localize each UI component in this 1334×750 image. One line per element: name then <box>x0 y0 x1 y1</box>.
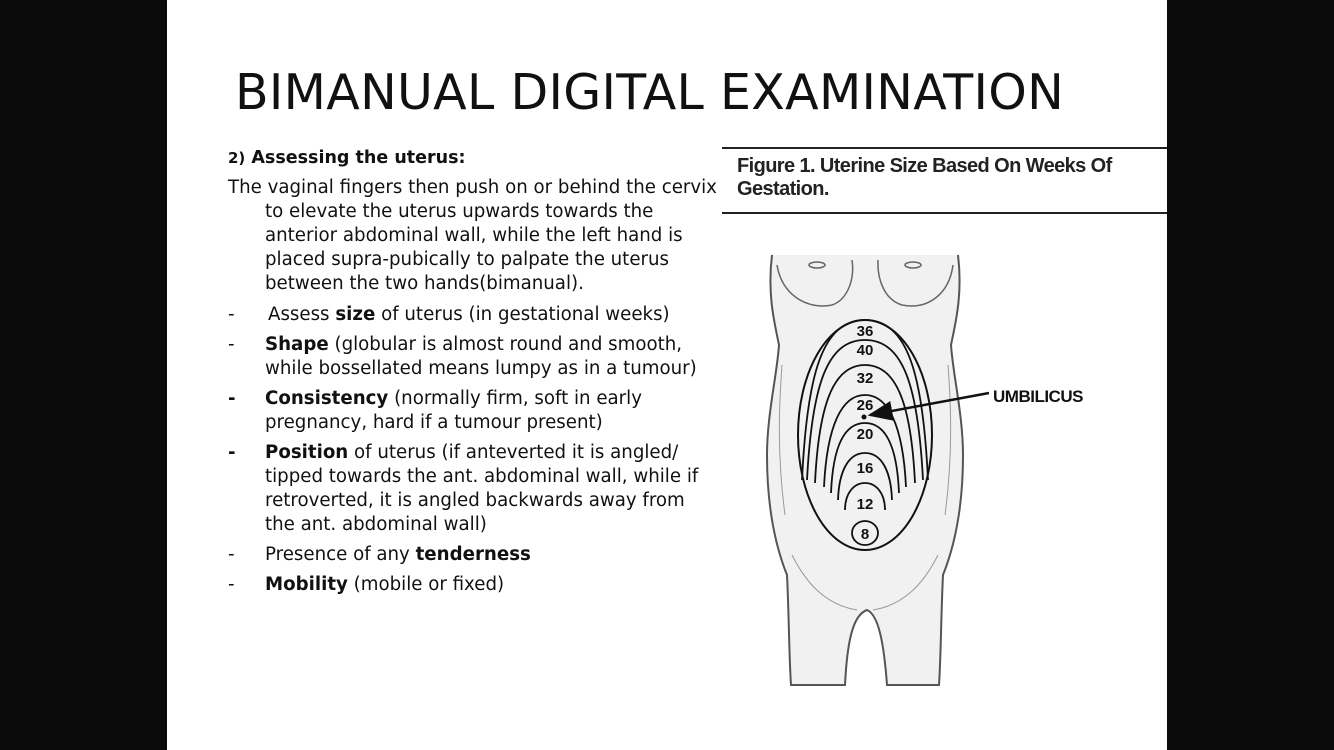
bullet-dash: - <box>228 442 236 463</box>
bullet-keyword: tenderness <box>415 544 531 565</box>
bullet-post: (normally firm, soft in early pregnancy, hard if a tumour present) <box>265 388 642 433</box>
bullet-consistency <box>228 387 718 435</box>
bullet-pre: Presence of any <box>265 544 416 565</box>
bullet-keyword: Position <box>265 442 349 463</box>
bullet-post: (globular is almost round and smooth, while bossellated means lumpy as in a tumour) <box>265 334 697 379</box>
bullet-keyword: Consistency <box>265 388 389 409</box>
intro-paragraph: The vaginal fingers then push on or behind the cervix to elevate the uterus upwards towards the anterior abdominal wall, while the left hand is placed supra-pubically to palpate the uterus between the two hands(bimanual). <box>228 177 717 294</box>
section-heading-text: Assessing the uterus: <box>251 148 466 168</box>
bullet-post: of uterus (if anteverted it is angled/ tipped towards the ant. abdominal wall, while if retroverted, it is angled backwards away from the ant. abdominal wall) <box>265 442 699 535</box>
week-label-16: 16 <box>856 460 874 477</box>
bullet-keyword: size <box>335 304 376 325</box>
week-label-8: 8 <box>860 526 870 543</box>
week-label-40: 40 <box>856 342 874 359</box>
torso-drawing <box>727 225 1167 695</box>
bullet-position <box>228 441 718 537</box>
figure-bottom-rule <box>722 212 1167 214</box>
uterine-size-illustration <box>727 225 1167 695</box>
bullet-keyword: Mobility <box>265 574 348 595</box>
section-number: 2) <box>228 149 246 167</box>
bullet-shape <box>228 333 718 381</box>
bullet-dash: - <box>228 574 235 595</box>
slide <box>167 0 1167 750</box>
week-label-36: 36 <box>856 323 874 340</box>
bullet-pre: Assess <box>268 304 336 325</box>
week-label-12: 12 <box>856 496 874 513</box>
umbilicus-dot <box>862 415 867 420</box>
week-label-20: 20 <box>856 426 874 443</box>
slide-title: BIMANUAL DIGITAL EXAMINATION <box>235 64 1065 121</box>
figure-top-rule <box>722 147 1167 149</box>
bullet-size <box>228 303 718 327</box>
bullet-dash: - <box>228 388 236 409</box>
week-label-32: 32 <box>856 370 874 387</box>
bullet-dash: - <box>228 304 235 325</box>
umbilicus-label: UMBILICUS <box>993 387 1083 406</box>
bullet-keyword: Shape <box>265 334 329 355</box>
bullet-post: (mobile or fixed) <box>347 574 505 595</box>
bullet-dash: - <box>228 544 235 565</box>
bullet-dash: - <box>228 334 235 355</box>
body-text <box>228 146 718 603</box>
bullet-post: of uterus (in gestational weeks) <box>375 304 670 325</box>
figure-caption: Figure 1. Uterine Size Based On Weeks Of Gestation. <box>737 155 1112 200</box>
bullet-mobility <box>228 573 718 597</box>
bullet-tenderness <box>228 543 718 567</box>
week-label-26: 26 <box>856 397 874 414</box>
section-heading <box>228 146 718 170</box>
